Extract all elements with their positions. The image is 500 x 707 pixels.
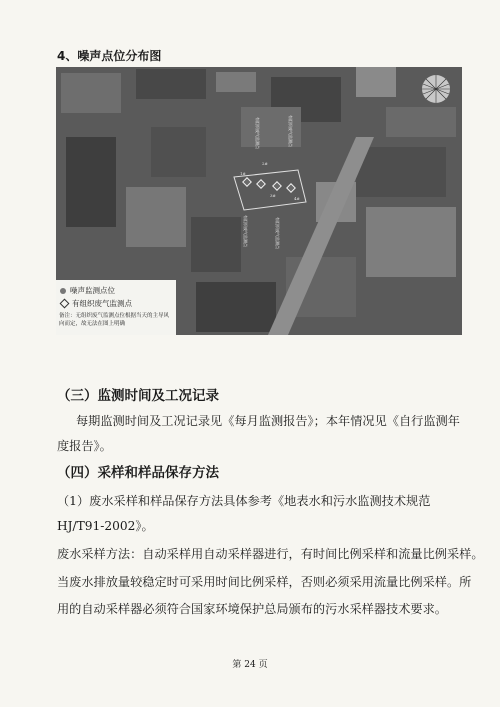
diamond-marker-icon	[60, 299, 70, 309]
noise-point-map	[56, 67, 462, 335]
section-4-title: 4、噪声点位分布图	[57, 49, 162, 63]
map-point-label-3: 3#	[270, 193, 276, 198]
legend-noise-label: 噪声监测点位	[70, 286, 115, 295]
section-3-line-2: 度报告》。	[57, 439, 112, 453]
page-number: 第 24 页	[232, 660, 268, 670]
map-point-label-2: 2#	[262, 161, 268, 166]
sampling-line-5: 用的自动采样器必须符合国家环境保护总局颁布的污水采样器技术要求。	[57, 602, 447, 616]
sampling-line-3: 废水采样方法：自动采样用自动采样器进行，有时间比例采样和流量比例采样。	[57, 547, 484, 561]
svg-text:有组织废气监测点: 有组织废气监测点	[275, 217, 280, 249]
sampling-line-1: （1）废水采样和样品保存方法具体参考《地表水和污水监测技术规范	[57, 494, 431, 508]
legend-gas-point	[60, 298, 132, 309]
sampling-line-2: HJ/T91-2002》。	[57, 519, 154, 533]
svg-text:有组织废气监测点: 有组织废气监测点	[255, 117, 260, 149]
svg-text:有组织废气监测点: 有组织废气监测点	[243, 215, 248, 247]
legend-noise-point	[60, 285, 115, 296]
section-sampling-title: （四）采样和样品保存方法	[57, 465, 219, 481]
section-3-line-1: 每期监测时间及工况记录见《每月监测报告》；本年情况见《自行监测年	[76, 414, 460, 428]
legend-gas-label: 有组织废气监测点	[72, 299, 132, 308]
map-point-label-1: 1#	[240, 171, 246, 176]
section-3-title: （三）监测时间及工况记录	[57, 388, 219, 404]
map-point-label-4: 4#	[294, 196, 300, 201]
sampling-line-4: 当废水排放量较稳定时可采用时间比例采样，否则必须采用流量比例采样。所	[57, 575, 472, 589]
map-legend	[56, 280, 176, 335]
svg-text:有组织废气监测点: 有组织废气监测点	[288, 115, 293, 147]
circle-marker-icon	[60, 288, 66, 294]
legend-note: 备注：无组织废气监测点位根据当天的主导风向而定，故无法在图上明确	[59, 313, 170, 327]
